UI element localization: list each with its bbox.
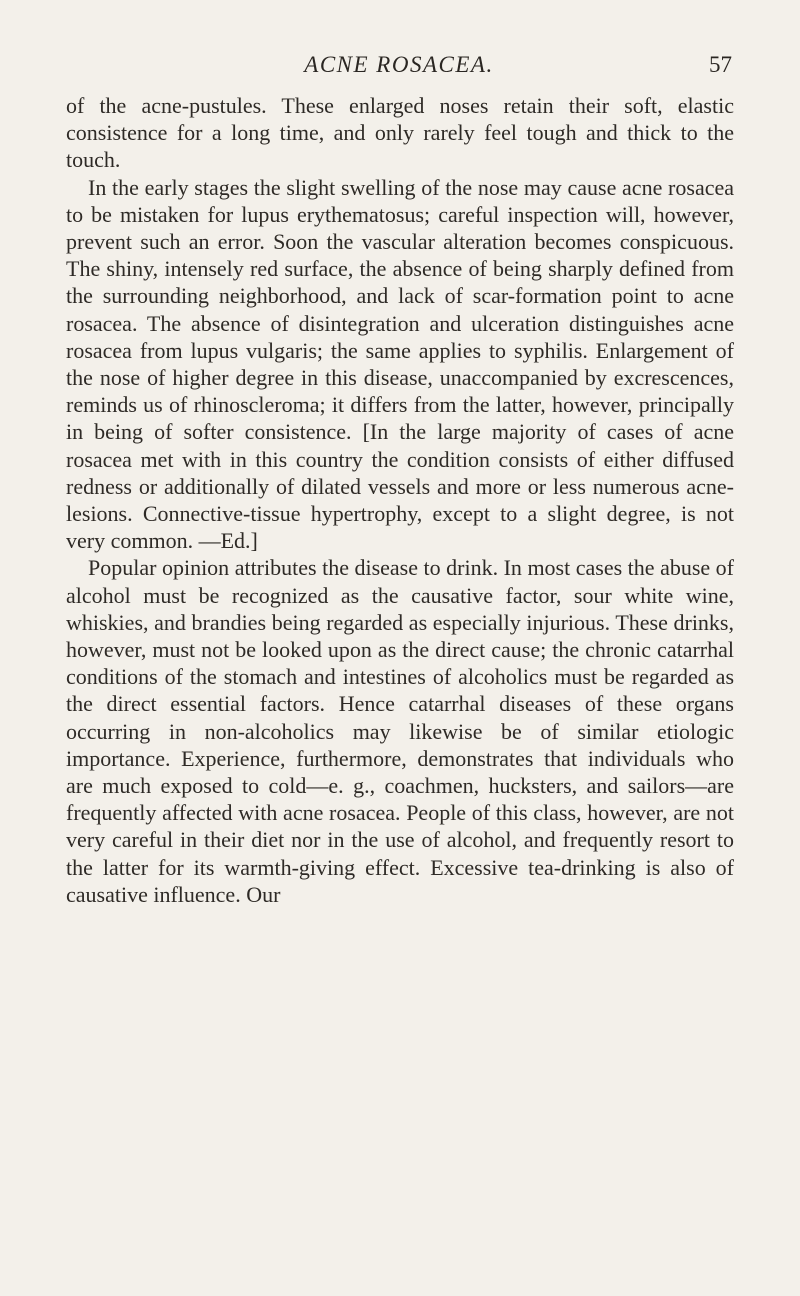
body-text <box>66 92 734 908</box>
page-header <box>66 52 732 82</box>
page-number: 57 <box>709 52 732 77</box>
paragraph-differential-diagnosis: In the early stages the slight swelling of the nose may cause acne rosacea to be mistaken for lupus erythematosus; careful inspection will, however, prevent such an error. Soon the vascular alteration becomes conspicuous. The shiny, intensely red surface, the absence of being sharply defined from the surrounding neighborhood, and lack of scar-formation point to acne rosacea. The absence of disintegration and ulceration distinguishes acne rosacea from lupus vulgaris; the same applies to syphilis. Enlargement of the nose of higher degree in this disease, unaccompanied by excrescences, reminds us of rhinoscleroma; it differs from the latter, however, principally in being of softer consistence. [In the large majority of cases of acne rosacea met with in this country the condition consists of either diffused redness or additionally of dilated vessels and more or less numerous acne-lesions. Connective-tissue hypertrophy, except to a slight degree, is not very common. —Ed.] <box>66 174 734 554</box>
paragraph-etiology: Popular opinion attributes the disease to drink. In most cases the abuse of alcohol must be recognized as the causative factor, sour white wine, whiskies, and brandies being regarded as especially injurious. These drinks, however, must not be looked upon as the direct cause; the chronic catarrhal conditions of the stomach and intestines of alcoholics must be regarded as the direct essential factors. Hence catarrhal diseases of these organs occurring in non-alcoholics may likewise be of similar etiologic importance. Experience, furthermore, demonstrates that individuals who are much exposed to cold—e. g., coachmen, hucksters, and sailors—are frequently affected with acne rosacea. People of this class, however, are not very careful in their diet nor in the use of alcohol, and frequently resort to the latter for its warmth-giving effect. Excessive tea-drinking is also of causative influence. Our <box>66 555 734 907</box>
paragraph-continuation: of the acne-pustules. These enlarged noses retain their soft, elastic consistence for a long time, and only rarely feel tough and thick to the touch. <box>66 93 734 173</box>
running-head: ACNE ROSACEA. <box>304 52 494 77</box>
